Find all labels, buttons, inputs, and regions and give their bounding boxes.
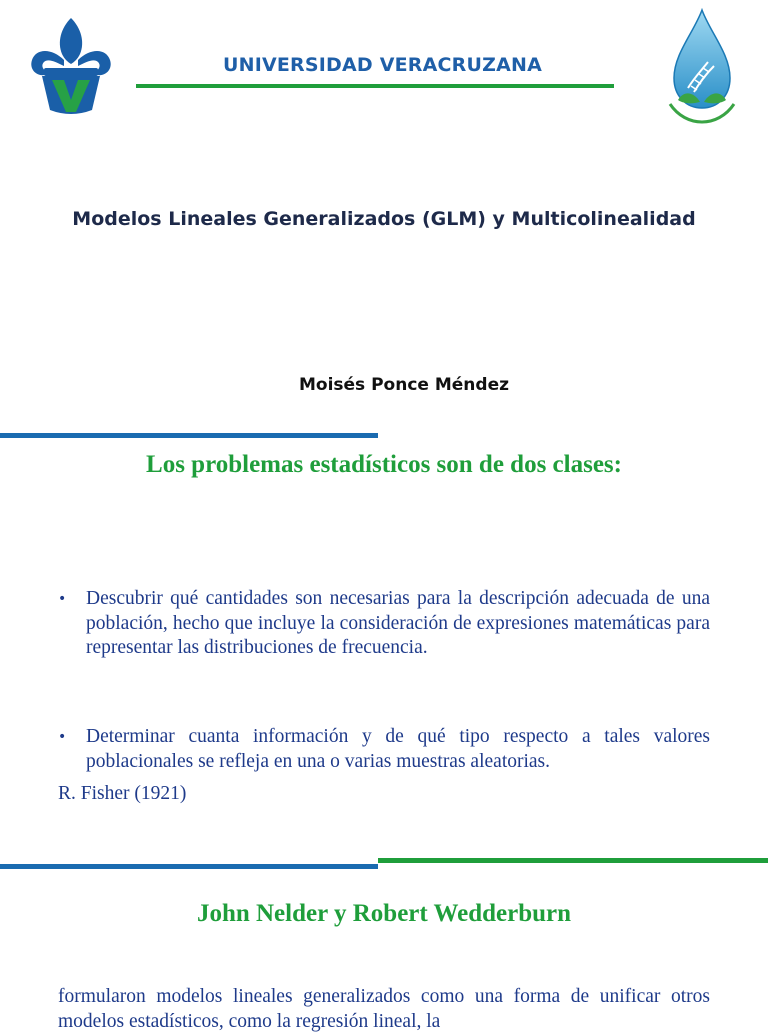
citation: R. Fisher (1921) xyxy=(58,783,187,804)
section-heading: John Nelder y Robert Wedderburn xyxy=(196,900,572,927)
bullet-icon: • xyxy=(58,729,67,745)
university-logo xyxy=(28,14,114,118)
bullet-icon: • xyxy=(58,591,67,607)
slide-divider xyxy=(0,433,378,438)
slide-title: Modelos Lineales Generalizados (GLM) y Multicolinealidad xyxy=(72,208,696,230)
slide-divider xyxy=(378,858,768,863)
faculty-logo xyxy=(664,8,740,128)
paragraph-text: formularon modelos lineales generalizados como una forma de unificar otros modelos estadísticos, como la regresión lineal, la xyxy=(58,986,710,1032)
bullet-text: Descubrir qué cantidades son necesarias para la descripción adecuada de una población, hecho que incluye la consideración de expresiones matemáticas para representar las distribuciones de frecuencia. xyxy=(86,588,710,658)
uv-fleur-de-lis-icon xyxy=(28,14,114,118)
bullet-item xyxy=(58,725,710,774)
section-heading: Los problemas estadísticos son de dos clases: xyxy=(146,451,622,478)
water-drop-dna-icon xyxy=(664,8,740,128)
university-name: UNIVERSIDAD VERACRUZANA xyxy=(222,54,543,76)
author-name: Moisés Ponce Méndez xyxy=(298,375,510,395)
bullet-text: Determinar cuanta información y de qué tipo respecto a tales valores poblacionales se refleja en una o varias muestras aleatorias. xyxy=(86,726,710,772)
bullet-item xyxy=(58,587,710,661)
slide-divider xyxy=(0,864,378,869)
header-underline xyxy=(136,84,614,88)
